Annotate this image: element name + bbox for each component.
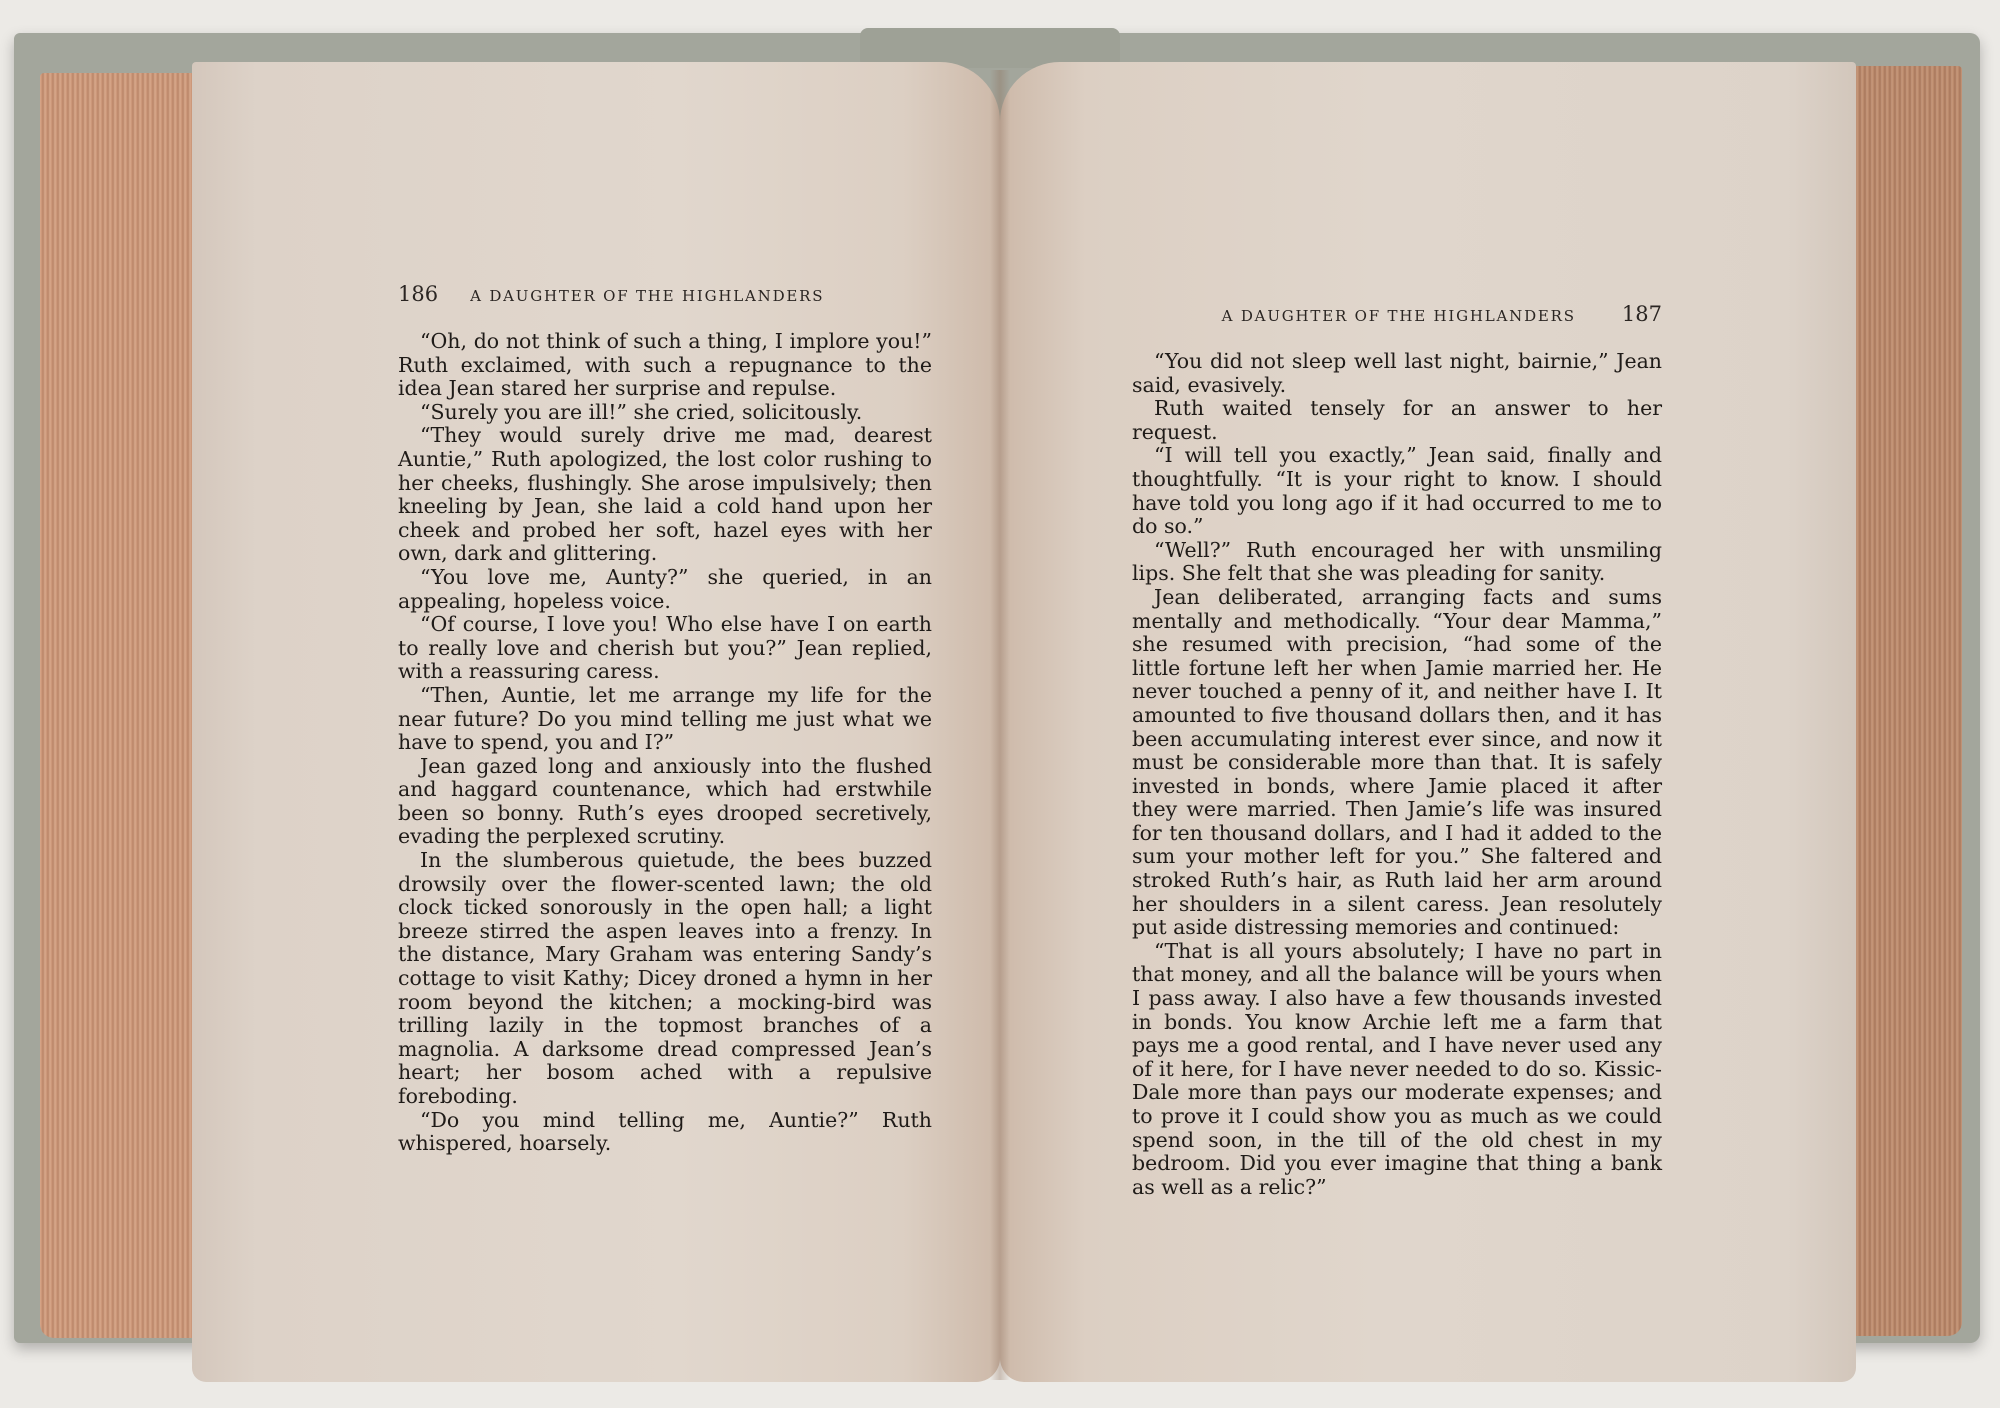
paragraph: “You did not sleep well last night, bairnie,” Jean said, evasively. (1132, 349, 1662, 397)
paragraph: “That is all yours absolutely; I have no part in that money, and all the balance will be yours when I pass away. I also have a few thousands invested in bonds. You know Archie left me a farm that pays me a good rental, and I have never used any of it here, for I have never needed to do so. Kissic-Dale more than pays our moderate expenses; and to prove it I could show you as much as we could spend soon, in the till of the old chest in my bedroom. Did you ever imagine that thing a bank as well as a relic?” (1132, 938, 1662, 1199)
paragraph: “Well?” Ruth encouraged her with unsmiling lips. She felt that she was pleading for sanity. (1132, 537, 1662, 586)
paragraph: “You love me, Aunty?” she queried, in an appealing, hopeless voice. (398, 564, 932, 613)
paragraph: Jean deliberated, arranging facts and sums mentally and methodically. “Your dear Mamma,” she resumed with precision, “had some of the little fortune left her when Jamie married her. He never touched a penny of it, and neither have I. It amounted to five thousand dollars then, and it has been accumulating interest ever since, and now it must be considerable more than that. It is safely invested in bonds, where Jamie placed it after they were married. Then Jamie’s life was insured for ten thousand dollars, and I had it added to the sum your mother left for you.” She faltered and stroked Ruth’s hair, as Ruth laid her arm around her shoulders in a silent caress. Jean resolutely put aside distressing memories and continued: (1132, 584, 1662, 940)
right-page-text (1132, 350, 1662, 1199)
right-page-number: 187 (1621, 302, 1662, 326)
paragraph: In the slumberous quietude, the bees buzzed drowsily over the flower-scented lawn; the old clock ticked sonorously in the open hall; a light breeze stirred the aspen leaves into a frenzy. In the distance, Mary Graham was entering Sandy’s cottage to visit Kathy; Dicey droned a hymn in her room beyond the kitchen; a mocking-bird was trilling lazily in the topmost branches of a magnolia. A darksome dread compressed Jean’s heart; her bosom ached with a repulsive foreboding. (398, 848, 932, 1108)
left-page-number: 186 (398, 282, 439, 306)
book-gutter (990, 70, 1010, 1380)
page-edges-right (1842, 66, 1962, 1336)
paragraph: “Of course, I love you! Who else have I on earth to really love and cherish but you?” Jean replied, with a reassuring caress. (398, 612, 932, 684)
left-page-header (398, 282, 878, 312)
right-running-head: A DAUGHTER OF THE HIGHLANDERS (1221, 307, 1576, 325)
page-edges-left (40, 73, 208, 1338)
left-running-head: A DAUGHTER OF THE HIGHLANDERS (470, 287, 825, 305)
paragraph: “Oh, do not think of such a thing, I implore you!” Ruth exclaimed, with such a repugnance to the idea Jean stared her surprise and repulse. (398, 329, 932, 401)
paragraph: “Then, Auntie, let me arrange my life for the near future? Do you mind telling me just what we have to spend, you and I?” (398, 682, 932, 755)
paragraph: “Surely you are ill!” she cried, solicitously. (420, 399, 863, 424)
right-page-header (1186, 302, 1662, 332)
paragraph: Ruth waited tensely for an answer to her request. (1132, 396, 1662, 444)
paragraph: “Do you mind telling me, Auntie?” Ruth whispered, hoarsely. (398, 1107, 932, 1156)
paragraph: “I will tell you exactly,” Jean said, finally and thoughtfully. “It is your right to know. I should have told you long ago if it had occurred to me to do so.” (1132, 443, 1662, 539)
paragraph: Jean gazed long and anxiously into the flushed and haggard countenance, which had erstwhile been so bonny. Ruth’s eyes drooped secretively, evading the perplexed scrutiny. (398, 753, 932, 849)
left-page-text (398, 330, 932, 1156)
paragraph: “They would surely drive me mad, dearest Auntie,” Ruth apologized, the lost color rushing to her cheeks, flushingly. She arose impulsively; then kneeling by Jean, she laid a cold hand upon her cheek and probed her soft, hazel eyes with her own, dark and glittering. (398, 423, 932, 566)
